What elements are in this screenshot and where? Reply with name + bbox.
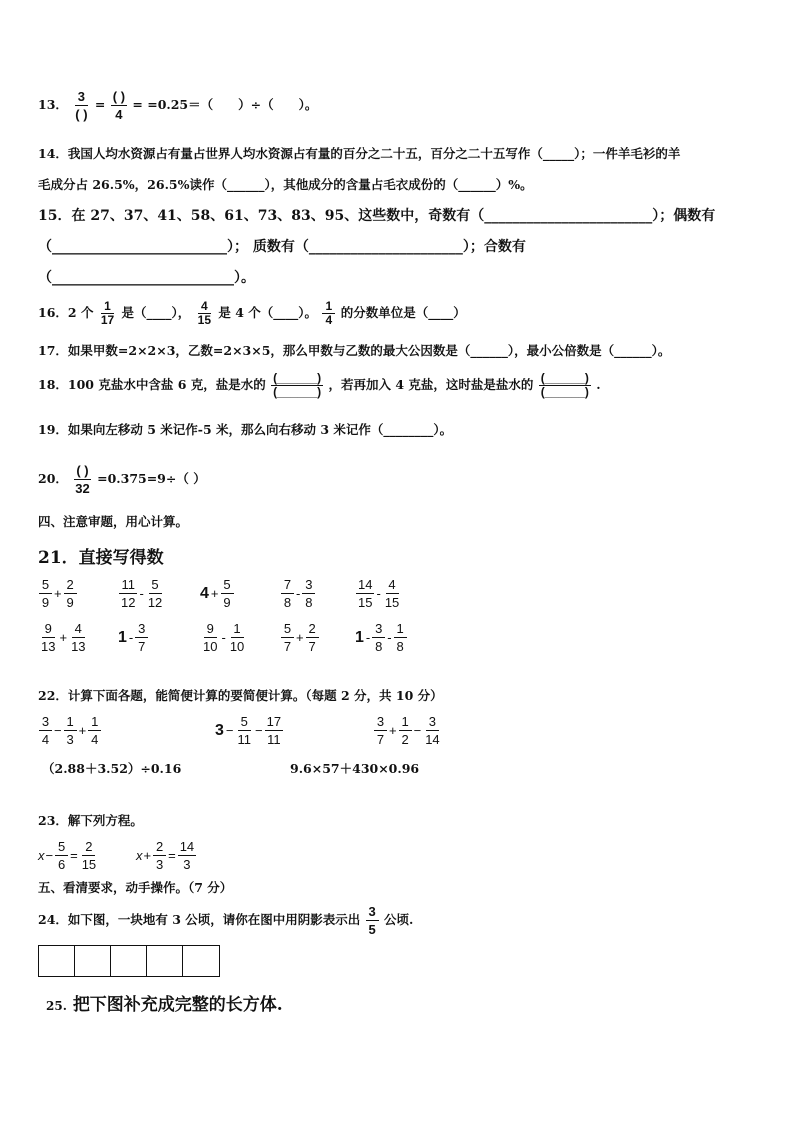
land-grid[interactable] <box>38 945 220 977</box>
operator: - <box>387 630 392 645</box>
fraction <box>394 620 407 655</box>
fraction <box>39 576 52 611</box>
denominator: 11 <box>237 732 251 747</box>
operator: + <box>296 630 304 645</box>
math-expression <box>373 713 443 748</box>
fraction <box>423 713 441 748</box>
denominator: 8 <box>305 595 313 610</box>
question-17: 17．如果甲数=2×2×3，乙数=2×3×5，那么甲数与乙数的最大公因数是（______），最小公倍数是（______）。 <box>38 343 671 358</box>
numerator: 1 <box>399 713 412 731</box>
whole-number: 4 <box>200 584 209 602</box>
question-25 <box>46 994 283 1017</box>
operator: − <box>54 723 62 738</box>
numerator: 3 <box>372 620 385 638</box>
numerator: 14 <box>358 577 373 592</box>
numerator: 1 <box>394 620 407 638</box>
denominator: 14 <box>425 732 440 747</box>
math-expression <box>355 576 402 611</box>
fraction <box>135 620 148 655</box>
numerator: 5 <box>281 620 294 638</box>
operator: - <box>221 630 226 645</box>
denominator: 9 <box>66 595 74 610</box>
numerator: 3 <box>302 576 315 594</box>
fraction <box>281 620 294 655</box>
denominator: 13 <box>71 639 86 654</box>
section-5-heading: 五、看清要求，动手操作。（7 分） <box>38 880 233 895</box>
fraction <box>281 576 294 611</box>
fraction: $\frac{1}{17}$ <box>100 299 115 327</box>
fraction <box>372 620 385 655</box>
question-20 <box>38 462 206 497</box>
fraction: $\frac{(\_\_\_\_\_\_)}{(\_\_\_\_\_\_)}$ <box>540 371 589 399</box>
fraction <box>55 838 68 873</box>
fraction <box>178 838 196 873</box>
numerator: 2 <box>82 838 95 856</box>
math-expression <box>38 576 78 611</box>
fraction <box>201 620 219 655</box>
fraction <box>119 576 137 611</box>
question-text: 是 4 个（____）。 <box>218 305 318 320</box>
denominator: 8 <box>396 639 404 654</box>
fraction <box>265 713 283 748</box>
operator: − <box>413 723 422 738</box>
denominator: 15 <box>81 857 97 872</box>
numerator: 1 <box>231 620 244 638</box>
question-number: 20． <box>38 471 68 486</box>
question-21-title: 21．直接写得数 <box>38 548 164 568</box>
equals-sign: = <box>70 848 78 863</box>
equals-sign: = <box>168 848 176 863</box>
math-expression <box>280 620 320 655</box>
question-number: 13． <box>38 97 68 112</box>
question-number: 25. <box>46 999 67 1013</box>
variable: x <box>136 848 143 863</box>
denominator: 7 <box>283 639 292 654</box>
numerator: 5 <box>238 713 251 731</box>
question-text: 16．2 个 <box>38 305 94 320</box>
question-text: 的分数单位是（____） <box>340 305 466 320</box>
question-13 <box>38 88 317 123</box>
whole-number: 1 <box>355 628 364 646</box>
numerator: 2 <box>64 576 77 594</box>
math-expression <box>118 576 165 611</box>
denominator: 2 <box>401 732 409 747</box>
math-expression <box>215 713 284 748</box>
fraction: $\frac{4}{15}$ <box>197 299 212 327</box>
fraction <box>374 713 387 748</box>
denominator: 6 <box>57 857 66 872</box>
fraction <box>399 713 412 748</box>
grid-cell[interactable] <box>75 946 111 976</box>
question-text: =0.375=9÷（ ） <box>97 471 206 486</box>
equation <box>38 838 99 873</box>
numerator: 5 <box>221 576 234 594</box>
fraction <box>88 713 101 748</box>
operator: - <box>128 630 134 645</box>
math-expression <box>200 620 247 655</box>
equals-sign: = <box>94 97 106 112</box>
question-22-title: 22．计算下面各题，能简便计算的要简便计算。（每题 2 分，共 10 分） <box>38 688 443 703</box>
numerator: 4 <box>386 576 399 594</box>
operator: + <box>78 723 87 738</box>
fraction <box>39 620 57 655</box>
question-15-line-2: （_________________________）； 质数有（______________________）；合数有 <box>38 239 526 255</box>
denominator: 7 <box>138 639 146 654</box>
denominator: 10 <box>203 639 218 654</box>
denominator: 4 <box>41 732 50 747</box>
math-expression <box>355 620 408 655</box>
numerator: 3 <box>39 713 52 731</box>
numerator: 4 <box>72 620 85 638</box>
denominator: 9 <box>223 595 231 610</box>
question-19: 19．如果向左移动 5 米记作-5 米，那么向右移动 3 米记作（________）。 <box>38 422 453 437</box>
numerator: 9 <box>204 620 217 638</box>
fraction <box>69 620 87 655</box>
denominator: 12 <box>147 595 163 610</box>
whole-number: 3 <box>215 721 224 739</box>
question-16 <box>38 300 466 327</box>
question-15-line-3: （__________________________）。 <box>38 270 255 286</box>
fraction: $\frac{3}{( )}$ <box>75 89 88 122</box>
question-text: 把下图补充成完整的长方体. <box>72 995 283 1015</box>
question-text: 公顷. <box>384 912 414 927</box>
numerator: 5 <box>149 576 162 594</box>
operator: + <box>143 848 152 863</box>
fraction <box>153 838 166 873</box>
operator: + <box>389 723 397 738</box>
operator: − <box>45 848 54 863</box>
question-22-expr-5: 9.6×57＋430×0.96 <box>290 761 420 776</box>
fraction <box>146 576 164 611</box>
section-4-heading: 四、注意审题，用心计算。 <box>38 514 189 529</box>
fraction <box>383 576 401 611</box>
fraction <box>80 838 98 873</box>
grid-cell[interactable] <box>183 946 219 976</box>
denominator: 8 <box>375 639 383 654</box>
fraction: $\frac{( )}{32}$ <box>75 463 90 496</box>
variable: x <box>38 848 45 863</box>
question-18 <box>38 372 601 399</box>
numerator: 1 <box>64 713 77 731</box>
operator: + <box>210 586 219 601</box>
denominator: 11 <box>267 732 281 747</box>
question-text: . <box>596 377 601 392</box>
fraction: $\frac{( )}{4}$ <box>112 89 126 122</box>
numerator: 2 <box>153 838 166 856</box>
question-text: ，若再加入 4 克盐，这时盐是盐水的 <box>328 377 534 392</box>
math-expression <box>38 620 89 655</box>
numerator: 3 <box>374 713 387 731</box>
fraction <box>64 576 77 611</box>
denominator: 3 <box>155 857 164 872</box>
operator: - <box>296 586 301 601</box>
fraction <box>221 576 234 611</box>
operator: − <box>225 723 234 738</box>
fraction <box>228 620 246 655</box>
operator: + <box>54 586 62 601</box>
operator: - <box>139 586 144 601</box>
question-14-line-2: 毛成分占 26.5%，26.5%读作（______），其他成分的含量占毛衣成份的（______）%。 <box>38 177 533 192</box>
math-expression <box>200 576 235 611</box>
fraction <box>39 713 52 748</box>
whole-number: 1 <box>118 628 127 646</box>
fraction: $\frac{3}{5}$ <box>366 903 379 938</box>
numerator: 3 <box>426 713 439 731</box>
operator: − <box>255 723 263 738</box>
denominator: 3 <box>183 857 191 872</box>
numerator: 5 <box>39 576 52 594</box>
question-text: 24．如下图，一块地有 3 公顷，请你在图中用阴影表示出 <box>38 912 361 927</box>
denominator: 15 <box>358 595 373 610</box>
denominator: 7 <box>376 732 385 747</box>
denominator: 12 <box>121 595 136 610</box>
numerator: 2 <box>306 620 319 638</box>
question-text: = =0.25＝（ ）÷（ ）。 <box>132 97 318 112</box>
denominator: 13 <box>41 639 56 654</box>
denominator: 3 <box>66 732 74 747</box>
fraction <box>302 576 315 611</box>
denominator: 15 <box>384 595 400 610</box>
math-expression <box>38 713 102 748</box>
fraction: $\frac{1}{4}$ <box>322 300 335 327</box>
numerator: 9 <box>42 620 55 638</box>
numerator: 1 <box>88 713 101 731</box>
question-14-line-1: 14．我国人均水资源占有量占世界人均水资源占有量的百分之二十五，百分之二十五写作（_____）；一件羊毛衫的羊 <box>38 146 681 161</box>
fraction <box>236 713 254 748</box>
question-23-title: 23．解下列方程。 <box>38 813 143 828</box>
denominator: 10 <box>229 639 245 654</box>
fraction: $\frac{(\_\_\_\_\_\_)}{(\_\_\_\_\_\_)}$ <box>273 371 322 399</box>
numerator: 11 <box>121 577 135 592</box>
grid-cell[interactable] <box>39 946 75 976</box>
numerator: 17 <box>266 714 282 729</box>
denominator: 9 <box>41 595 50 610</box>
fraction <box>356 576 374 611</box>
denominator: 8 <box>283 595 292 610</box>
operator: + <box>59 630 68 645</box>
denominator: 7 <box>308 639 316 654</box>
fraction <box>64 713 77 748</box>
grid-cell[interactable] <box>111 946 147 976</box>
numerator: 14 <box>179 839 195 854</box>
question-text: 是（____）， <box>121 305 191 320</box>
numerator: 3 <box>135 620 148 638</box>
numerator: 5 <box>55 838 68 856</box>
question-24 <box>38 903 413 938</box>
question-15-line-1: 15．在 27、37、41、58、61、73、83、95、这些数中，奇数有（________________________）；偶数有 <box>38 208 716 224</box>
operator: - <box>376 586 381 601</box>
math-expression <box>280 576 316 611</box>
numerator: 7 <box>281 576 294 594</box>
denominator: 4 <box>91 732 99 747</box>
fraction <box>306 620 319 655</box>
math-expression <box>118 620 149 655</box>
operator: - <box>365 630 371 645</box>
question-text: 18．100 克盐水中含盐 6 克，盐是水的 <box>38 377 266 392</box>
question-22-expr-4: （2.88＋3.52）÷0.16 <box>42 761 182 776</box>
grid-cell[interactable] <box>147 946 183 976</box>
equation <box>136 838 197 873</box>
